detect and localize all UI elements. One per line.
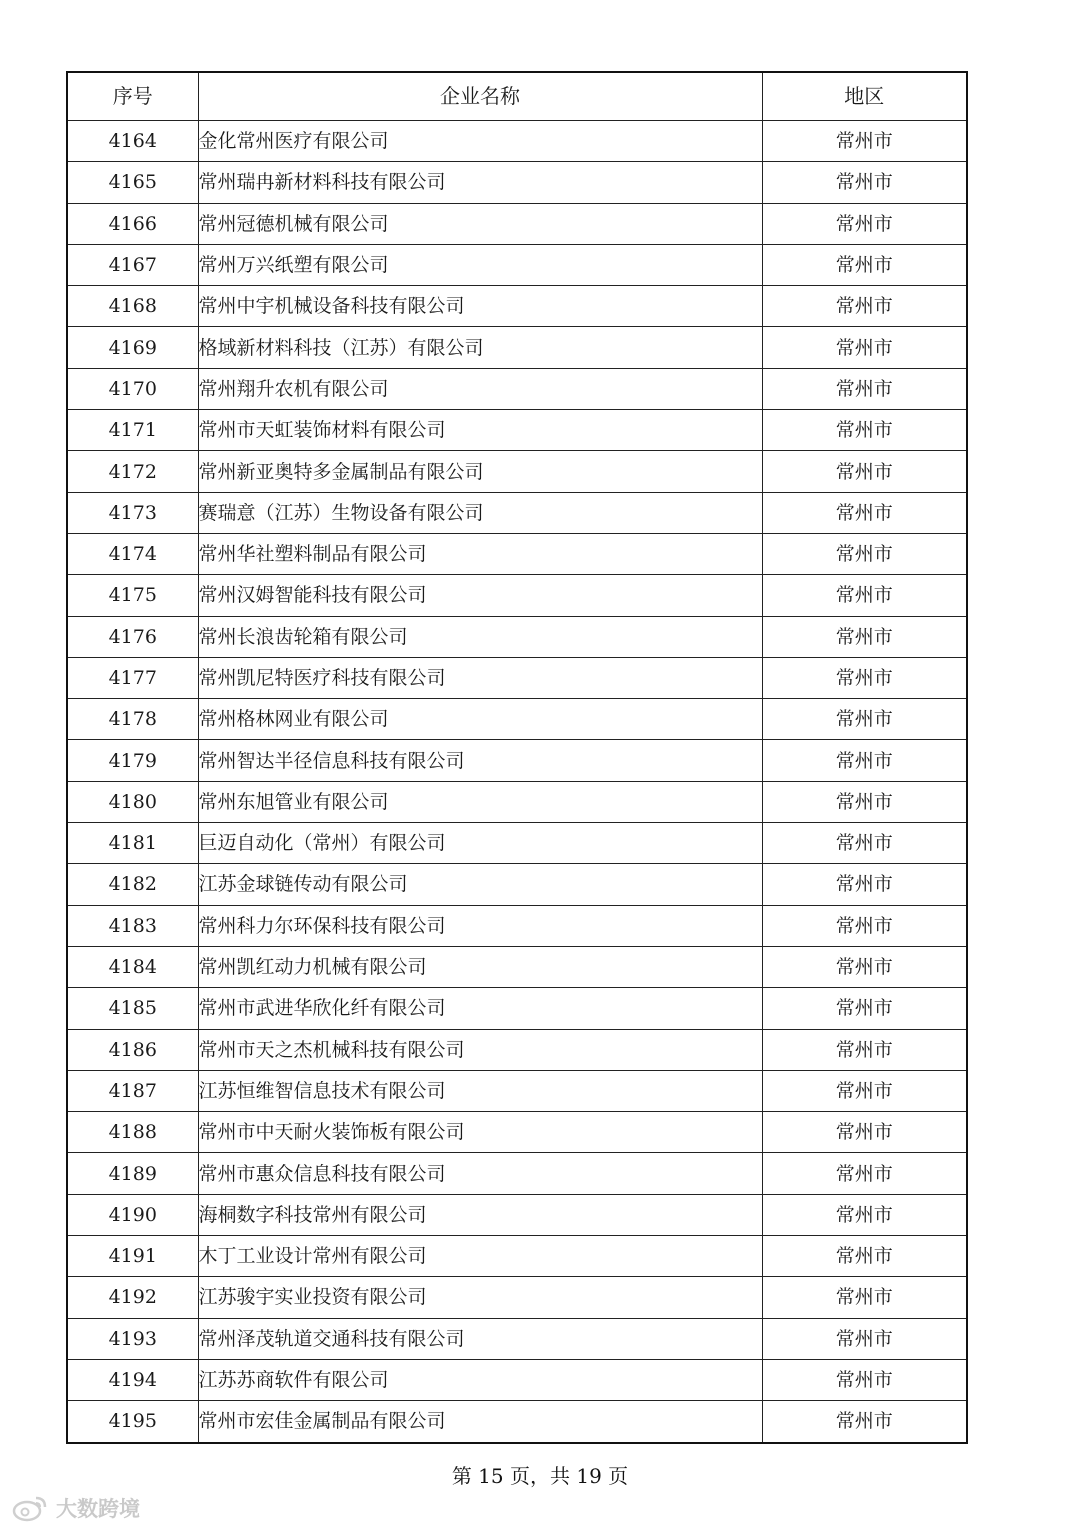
row-region: 常州市 (762, 451, 967, 492)
table-row (67, 1359, 967, 1400)
row-index: 4168 (67, 286, 198, 327)
table-row (67, 410, 967, 451)
row-region: 常州市 (762, 905, 967, 946)
row-region: 常州市 (762, 1153, 967, 1194)
row-company-name: 常州长浪齿轮箱有限公司 (198, 616, 762, 657)
table-row (67, 244, 967, 285)
row-company-name: 常州格林网业有限公司 (198, 699, 762, 740)
row-company-name: 常州泽茂轨道交通科技有限公司 (198, 1318, 762, 1359)
watermark-text: 大数跨境 (56, 1497, 140, 1521)
row-region: 常州市 (762, 244, 967, 285)
row-index: 4166 (67, 203, 198, 244)
row-index: 4172 (67, 451, 198, 492)
row-company-name: 常州市中天耐火装饰板有限公司 (198, 1112, 762, 1153)
weibo-logo-icon (12, 1494, 50, 1522)
table-row (67, 286, 967, 327)
row-index: 4195 (67, 1401, 198, 1443)
row-company-name: 常州凯尼特医疗科技有限公司 (198, 657, 762, 698)
row-company-name: 常州冠德机械有限公司 (198, 203, 762, 244)
row-index: 4183 (67, 905, 198, 946)
table-row (67, 451, 967, 492)
watermark (12, 1493, 140, 1523)
table-row (67, 781, 967, 822)
row-index: 4170 (67, 368, 198, 409)
row-index: 4180 (67, 781, 198, 822)
row-index: 4165 (67, 162, 198, 203)
row-index: 4177 (67, 657, 198, 698)
table-row (67, 988, 967, 1029)
row-region: 常州市 (762, 823, 967, 864)
table-body (67, 121, 967, 1443)
row-index: 4173 (67, 492, 198, 533)
table-row (67, 740, 967, 781)
table-row (67, 864, 967, 905)
row-company-name: 常州华社塑料制品有限公司 (198, 533, 762, 574)
row-index: 4191 (67, 1236, 198, 1277)
row-company-name: 常州市宏佳金属制品有限公司 (198, 1401, 762, 1443)
row-index: 4176 (67, 616, 198, 657)
row-index: 4187 (67, 1070, 198, 1111)
row-region: 常州市 (762, 1236, 967, 1277)
row-index: 4178 (67, 699, 198, 740)
row-index: 4174 (67, 533, 198, 574)
row-index: 4181 (67, 823, 198, 864)
row-company-name: 金化常州医疗有限公司 (198, 121, 762, 162)
row-region: 常州市 (762, 1359, 967, 1400)
row-region: 常州市 (762, 1029, 967, 1070)
row-company-name: 常州智达半径信息科技有限公司 (198, 740, 762, 781)
table-row (67, 1194, 967, 1235)
row-region: 常州市 (762, 575, 967, 616)
table-row (67, 327, 967, 368)
row-index: 4169 (67, 327, 198, 368)
row-index: 4164 (67, 121, 198, 162)
table-row (67, 492, 967, 533)
table-row (67, 905, 967, 946)
row-company-name: 常州凯红动力机械有限公司 (198, 946, 762, 987)
row-region: 常州市 (762, 1277, 967, 1318)
header-region: 地区 (762, 72, 967, 121)
row-region: 常州市 (762, 327, 967, 368)
row-region: 常州市 (762, 864, 967, 905)
row-region: 常州市 (762, 1112, 967, 1153)
row-region: 常州市 (762, 1401, 967, 1443)
row-company-name: 常州市天虹装饰材料有限公司 (198, 410, 762, 451)
row-region: 常州市 (762, 946, 967, 987)
row-region: 常州市 (762, 121, 967, 162)
row-region: 常州市 (762, 492, 967, 533)
row-company-name: 常州汉姆智能科技有限公司 (198, 575, 762, 616)
table-row (67, 1277, 967, 1318)
row-company-name: 江苏苏商软件有限公司 (198, 1359, 762, 1400)
table-row (67, 823, 967, 864)
row-region: 常州市 (762, 368, 967, 409)
row-company-name: 格域新材料科技（江苏）有限公司 (198, 327, 762, 368)
row-company-name: 海桐数字科技常州有限公司 (198, 1194, 762, 1235)
header-index: 序号 (67, 72, 198, 121)
row-company-name: 常州市武进华欣化纤有限公司 (198, 988, 762, 1029)
row-region: 常州市 (762, 740, 967, 781)
table-row (67, 657, 967, 698)
row-company-name: 常州中宇机械设备科技有限公司 (198, 286, 762, 327)
table-header-row (67, 72, 967, 121)
table-row (67, 616, 967, 657)
row-index: 4188 (67, 1112, 198, 1153)
row-region: 常州市 (762, 781, 967, 822)
row-region: 常州市 (762, 657, 967, 698)
row-company-name: 常州瑞冉新材料科技有限公司 (198, 162, 762, 203)
row-region: 常州市 (762, 203, 967, 244)
table-row (67, 1318, 967, 1359)
row-index: 4186 (67, 1029, 198, 1070)
row-company-name: 常州市惠众信息科技有限公司 (198, 1153, 762, 1194)
row-index: 4171 (67, 410, 198, 451)
row-region: 常州市 (762, 1318, 967, 1359)
page-number: 第 15 页，共 19 页 (451, 1464, 629, 1488)
table-row (67, 1112, 967, 1153)
row-region: 常州市 (762, 286, 967, 327)
row-index: 4184 (67, 946, 198, 987)
table-row (67, 368, 967, 409)
row-company-name: 巨迈自动化（常州）有限公司 (198, 823, 762, 864)
row-region: 常州市 (762, 699, 967, 740)
table-row (67, 699, 967, 740)
row-index: 4175 (67, 575, 198, 616)
row-company-name: 常州市天之杰机械科技有限公司 (198, 1029, 762, 1070)
row-region: 常州市 (762, 1070, 967, 1111)
row-company-name: 常州万兴纸塑有限公司 (198, 244, 762, 285)
row-index: 4179 (67, 740, 198, 781)
table-row (67, 1401, 967, 1443)
table-row (67, 1153, 967, 1194)
row-company-name: 常州翔升农机有限公司 (198, 368, 762, 409)
row-region: 常州市 (762, 1194, 967, 1235)
company-table (66, 71, 968, 1444)
row-index: 4192 (67, 1277, 198, 1318)
row-company-name: 常州新亚奥特多金属制品有限公司 (198, 451, 762, 492)
row-index: 4193 (67, 1318, 198, 1359)
table-row (67, 575, 967, 616)
table-row (67, 162, 967, 203)
table-row (67, 946, 967, 987)
table-row (67, 1236, 967, 1277)
row-region: 常州市 (762, 410, 967, 451)
row-company-name: 常州东旭管业有限公司 (198, 781, 762, 822)
row-company-name: 常州科力尔环保科技有限公司 (198, 905, 762, 946)
row-company-name: 江苏骏宇实业投资有限公司 (198, 1277, 762, 1318)
row-index: 4167 (67, 244, 198, 285)
row-index: 4185 (67, 988, 198, 1029)
table-row (67, 121, 967, 162)
row-region: 常州市 (762, 162, 967, 203)
row-region: 常州市 (762, 533, 967, 574)
table-row (67, 1029, 967, 1070)
row-index: 4190 (67, 1194, 198, 1235)
row-company-name: 赛瑞意（江苏）生物设备有限公司 (198, 492, 762, 533)
row-company-name: 木丁工业设计常州有限公司 (198, 1236, 762, 1277)
row-company-name: 江苏恒维智信息技术有限公司 (198, 1070, 762, 1111)
row-region: 常州市 (762, 616, 967, 657)
row-index: 4182 (67, 864, 198, 905)
row-index: 4189 (67, 1153, 198, 1194)
table-row (67, 533, 967, 574)
row-region: 常州市 (762, 988, 967, 1029)
table-row (67, 203, 967, 244)
row-company-name: 江苏金球链传动有限公司 (198, 864, 762, 905)
header-company-name: 企业名称 (198, 72, 762, 121)
row-index: 4194 (67, 1359, 198, 1400)
table-row (67, 1070, 967, 1111)
